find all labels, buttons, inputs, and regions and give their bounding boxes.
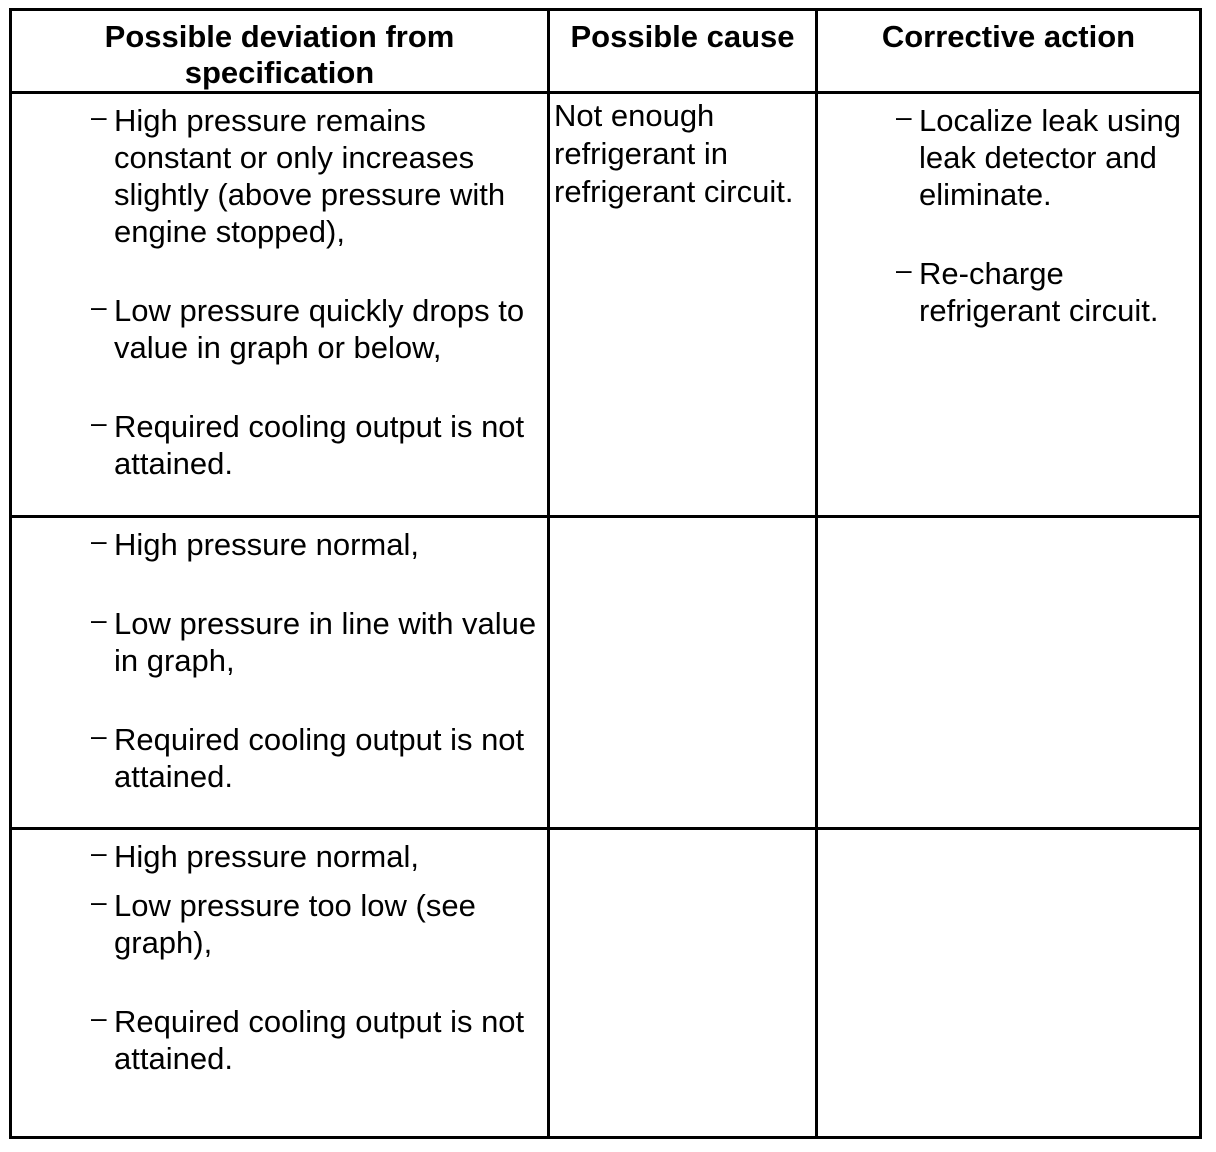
deviation-text: Required cooling output is not attained. [114,1004,525,1076]
dash-bullet: – [91,604,107,635]
action-text: Localize leak using leak detector and eliminate. [919,103,1181,212]
list-item [12,1003,547,1077]
deviation-text: High pressure normal, [114,839,419,874]
deviation-cell [11,93,549,517]
action-list [818,94,1199,329]
list-item [12,721,547,795]
dash-bullet: – [91,407,107,438]
deviation-text: Required cooling output is not attained. [114,722,525,794]
deviation-list [12,830,547,1077]
list-item [12,887,547,961]
dash-bullet: – [91,291,107,322]
list-item [12,605,547,679]
header-row [11,10,1201,93]
header-action: Corrective action [817,10,1201,93]
action-cell [817,93,1201,517]
deviation-text: High pressure normal, [114,527,419,562]
action-cell [817,829,1201,1138]
deviation-text: Low pressure too low (see graph), [114,888,476,960]
dash-bullet: – [91,1002,107,1033]
list-item [12,526,547,563]
cause-text [550,830,815,833]
table-row [11,93,1201,517]
cause-cell [549,517,817,829]
dash-bullet: – [91,101,107,132]
dash-bullet: – [896,254,912,285]
deviation-text: Low pressure in line with value in graph, [114,606,537,678]
deviation-text: Low pressure quickly drops to value in graph or below, [114,293,525,365]
table-row [11,517,1201,829]
dash-bullet: – [91,837,107,868]
deviation-list [12,94,547,482]
deviation-text: Required cooling output is not attained. [114,409,525,481]
list-item [818,102,1199,213]
table-row [11,829,1201,1138]
list-item [12,838,547,875]
deviation-cell [11,517,549,829]
deviation-cell [11,829,549,1138]
dash-bullet: – [91,886,107,917]
diagnosis-table [9,8,1202,1139]
list-item [12,292,547,366]
deviation-text: High pressure remains constant or only increases slightly (above pressure with engine stopped), [114,103,506,249]
cause-cell [549,93,817,517]
cause-text: Not enough refrigerant in refrigerant circuit. [554,98,794,209]
deviation-list [12,518,547,795]
header-cause: Possible cause [549,10,817,93]
action-cell [817,517,1201,829]
list-item [12,408,547,482]
list-item [12,102,547,250]
list-item [818,255,1199,329]
action-text: Re-charge refrigerant circuit. [919,256,1159,328]
dash-bullet: – [91,720,107,751]
dash-bullet: – [91,525,107,556]
cause-text [550,518,815,521]
header-deviation: Possible deviation from specification [11,10,549,93]
dash-bullet: – [896,101,912,132]
cause-cell [549,829,817,1138]
